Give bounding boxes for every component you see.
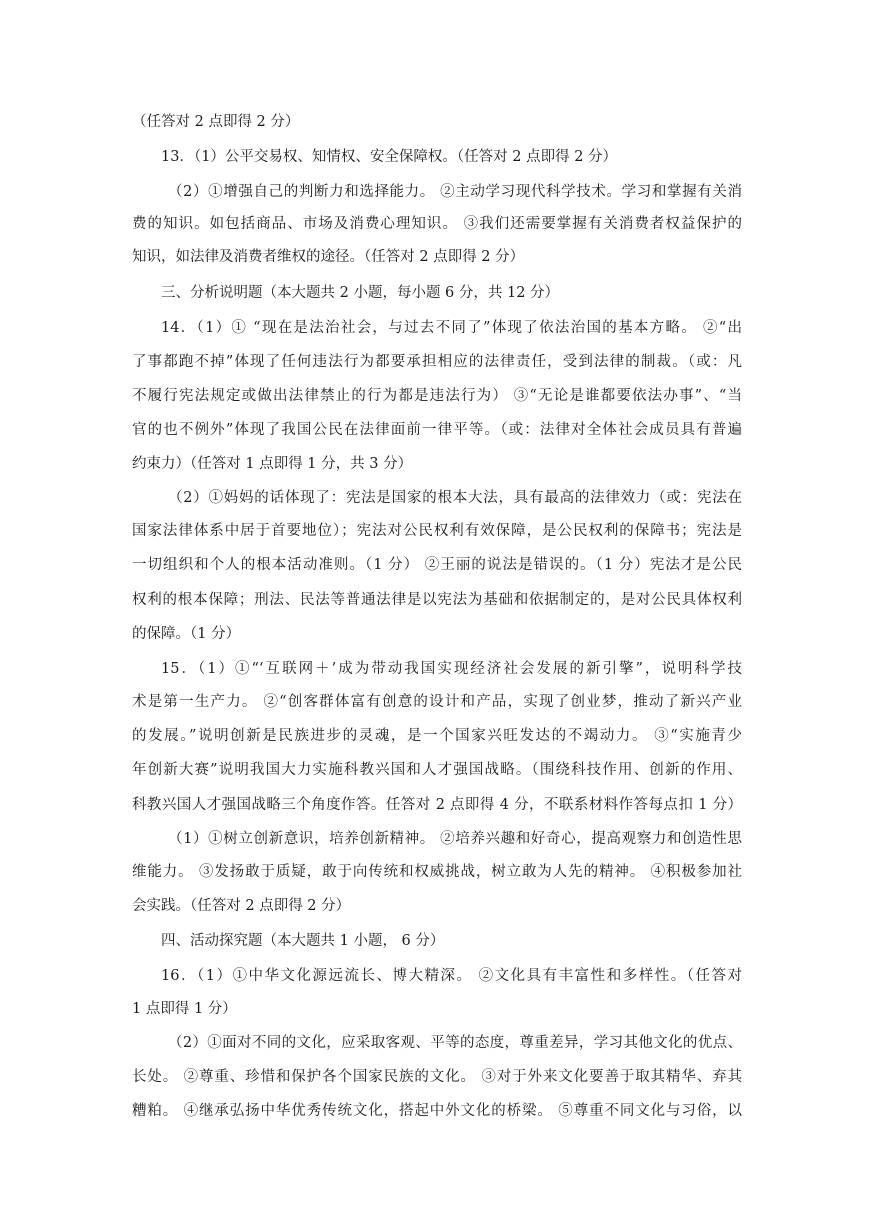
text-line: 的保障。（1 分）	[132, 626, 241, 642]
text-line: 13．（1）公平交易权、知情权、安全保障权。（任答对 2 点即得 2 分）	[161, 149, 618, 165]
text-line: 1 点即得 1 分）	[132, 1001, 237, 1017]
text-line: 糟粕。 ④继承弘扬中华优秀传统文化，搭起中外文化的桥梁。 ⑤尊重不同文化与习俗，以	[132, 1103, 742, 1119]
text-line: 会实践。（任答对 2 点即得 2 分）	[132, 898, 351, 914]
text-line: 不履行宪法规定或做出法律禁止的行为都是违法行为） ③“无论是谁都要依法办事”、“当	[132, 388, 742, 404]
text-line: 一切组织和个人的根本活动准则。（1 分） ②王丽的说法是错误的。（1 分）宪法才是公民	[132, 557, 742, 573]
text-line: 年创新大赛”说明我国大力实施科教兴国和人才强国战略。（围绕科技作用、创新的作用、	[132, 762, 742, 778]
text-line: 国家法律体系中居于首要地位）；宪法对公民权利有效保障，是公民权利的保障书；宪法是	[132, 523, 742, 539]
text-line: 官的也不例外”体现了我国公民在法律面前一律平等。（或：法律对全体社会成员具有普遍	[132, 422, 742, 438]
text-line: （2）①妈妈的话体现了：宪法是国家的根本大法，具有最高的法律效力（或：宪法在	[168, 490, 742, 506]
text-line: 知识，如法律及消费者维权的途径。（任答对 2 点即得 2 分）	[132, 249, 525, 265]
section-heading: 四、活动探究题（本大题共 1 小题， 6 分）	[161, 933, 445, 949]
text-line: （2）①增强自己的判断力和选择能力。 ②主动学习现代科学技术。学习和掌握有关消	[168, 184, 742, 200]
text-line: 权利的根本保障；刑法、民法等普通法律是以宪法为基础和依据制定的，是对公民具体权利	[132, 592, 742, 608]
text-line: 科教兴国人才强国战略三个角度作答。任答对 2 点即得 4 分，不联系材料作答每点扣 1 分）	[132, 797, 742, 813]
text-line: 16．（1）①中华文化源远流长、博大精深。 ②文化具有丰富性和多样性。（任答对	[161, 968, 742, 984]
text-line: 约束力）（任答对 1 点即得 1 分，共 3 分）	[132, 456, 413, 472]
text-line: 维能力。 ③发扬敢于质疑，敢于向传统和权威挑战，树立敢为人先的精神。 ④积极参加社	[132, 864, 742, 880]
text-line: 了事都跑不掉”体现了任何违法行为都要承担相应的法律责任，受到法律的制裁。（或：凡	[132, 354, 742, 370]
text-line: 15．（1）①“‘互联网＋’成为带动我国实现经济社会发展的新引擎”，说明科学技	[161, 661, 742, 677]
text-line: 费的知识。如包括商品、市场及消费心理知识。 ③我们还需要掌握有关消费者权益保护的	[132, 216, 742, 232]
text-line: （任答对 2 点即得 2 分）	[132, 114, 300, 130]
text-line: 长处。 ②尊重、珍惜和保护各个国家民族的文化。 ③对于外来文化要善于取其精华、弃其	[132, 1069, 742, 1085]
text-line: 术是第一生产力。 ②“创客群体富有创意的设计和产品，实现了创业梦，推动了新兴产业	[132, 694, 742, 710]
text-line: 14．（1）① “现在是法治社会，与过去不同了”体现了依法治国的基本方略。 ②“出	[161, 320, 742, 336]
text-line: （2）①面对不同的文化，应采取客观、平等的态度，尊重差异，学习其他文化的优点、	[168, 1035, 742, 1051]
section-heading: 三、分析说明题（本大题共 2 小题，每小题 6 分，共 12 分）	[161, 285, 560, 301]
text-line: （1）①树立创新意识，培养创新精神。 ②培养兴趣和好奇心，提高观察力和创造性思	[168, 831, 742, 847]
text-line: 的发展。”说明创新是民族进步的灵魂，是一个国家兴旺发达的不竭动力。 ③“实施青少	[132, 728, 742, 744]
